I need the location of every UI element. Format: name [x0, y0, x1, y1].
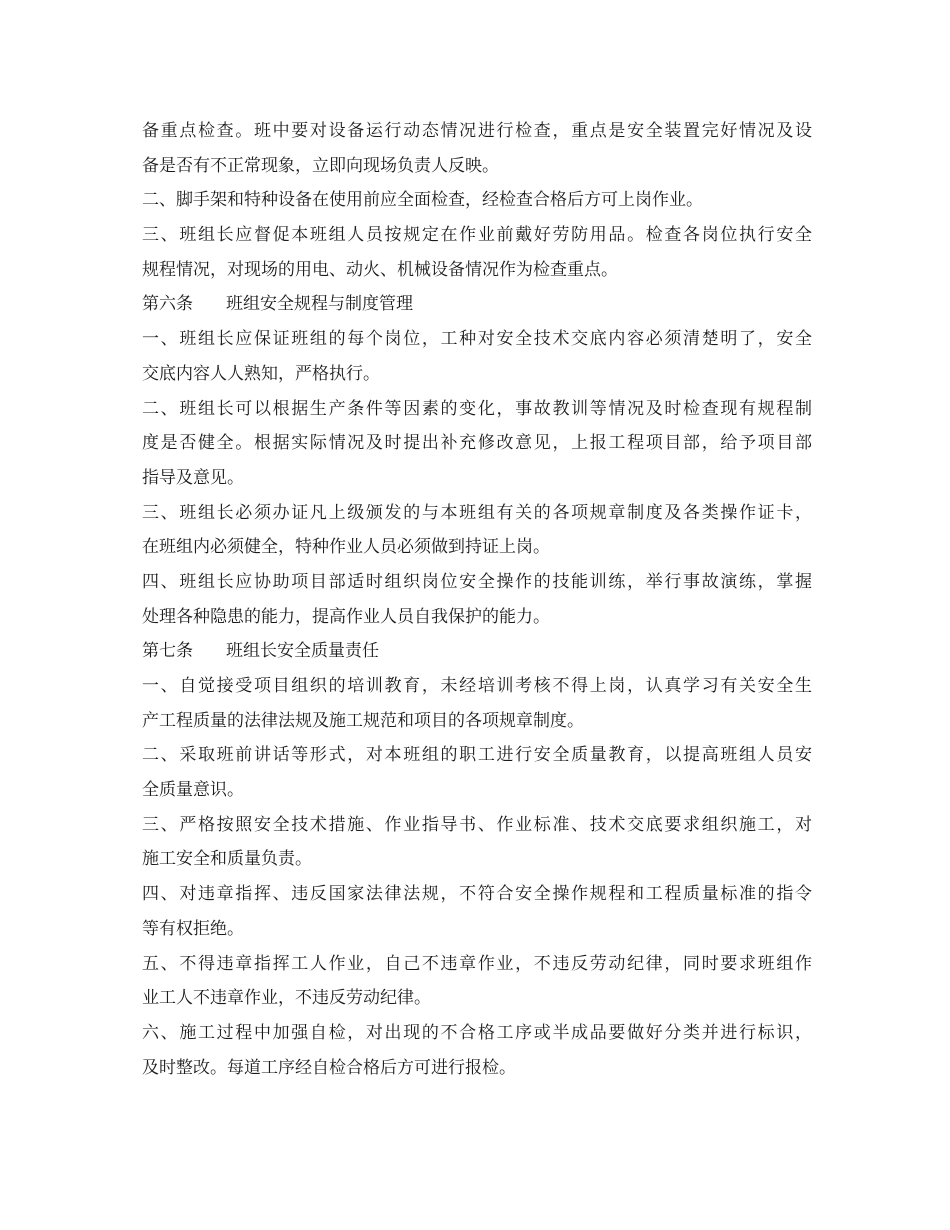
paragraph — [142, 947, 812, 1016]
section-number: 第七条 — [142, 641, 193, 662]
text-line: 全质量意识。 — [142, 780, 244, 801]
text-line: 备重点检查。班中要对设备运行动态情况进行检查，重点是安全装置完好情况及设 — [142, 121, 812, 141]
section-title: 班组长安全质量责任 — [226, 641, 379, 662]
section-heading — [142, 634, 812, 669]
text-line: 三、班组长应督促本班组人员按规定在作业前戴好劳防用品。检查各岗位执行安全 — [142, 225, 812, 246]
text-line: 二、采取班前讲话等形式，对本班组的职工进行安全质量教育，以提高班组人员安 — [142, 745, 812, 766]
text-line: 二、班组长可以根据生产条件等因素的变化，事故教训等情况及时检查现有规程制 — [142, 398, 812, 419]
text-line: 业工人不违章作业，不违反劳动纪律。 — [142, 988, 431, 1009]
paragraph — [142, 392, 812, 496]
text-line: 施工安全和质量负责。 — [142, 849, 312, 870]
paragraph — [142, 114, 812, 183]
text-line: 四、班组长应协助项目部适时组织岗位安全操作的技能训练，举行事故演练，掌握 — [142, 571, 812, 592]
section-heading — [142, 287, 812, 322]
text-line: 备是否有不正常现象，立即向现场负责人反映。 — [142, 155, 499, 176]
paragraph — [142, 1016, 812, 1085]
paragraph — [142, 808, 812, 877]
paragraph — [142, 218, 812, 287]
text-line: 一、自觉接受项目组织的培训教育，未经培训考核不得上岗，认真学习有关安全生 — [142, 676, 812, 696]
text-line: 交底内容人人熟知，严格执行。 — [142, 363, 380, 384]
paragraph — [142, 877, 812, 946]
text-line: 三、班组长必须办证凡上级颁发的与本班组有关的各项规章制度及各类操作证卡， — [142, 502, 812, 523]
text-line: 二、脚手架和特种设备在使用前应全面检查，经检查合格后方可上岗作业。 — [142, 190, 703, 211]
paragraph — [142, 496, 812, 565]
section-title: 班组安全规程与制度管理 — [226, 294, 413, 315]
text-line: 四、对违章指挥、违反国家法律法规，不符合安全操作规程和工程质量标准的指令 — [142, 884, 812, 905]
text-line: 一、班组长应保证班组的每个岗位，工种对安全技术交底内容必须清楚明了，安全 — [142, 329, 812, 350]
text-line: 三、严格按照安全技术措施、作业指导书、作业标准、技术交底要求组织施工，对 — [142, 814, 812, 835]
text-line: 五、不得违章指挥工人作业，自己不违章作业，不违反劳动纪律，同时要求班组作 — [142, 953, 812, 974]
paragraph — [142, 565, 812, 634]
paragraph — [142, 738, 812, 807]
text-line: 指导及意见。 — [142, 467, 244, 488]
text-line: 及时整改。每道工序经自检合格后方可进行报检。 — [142, 1057, 516, 1078]
text-line: 度是否健全。根据实际情况及时提出补充修改意见，上报工程项目部，给予项目部 — [142, 433, 812, 454]
text-line: 产工程质量的法律法规及施工规范和项目的各项规章制度。 — [142, 710, 584, 731]
document-body — [142, 114, 812, 1085]
text-line: 在班组内必须健全，特种作业人员必须做到持证上岗。 — [142, 537, 550, 558]
paragraph — [142, 669, 812, 738]
text-line: 规程情况，对现场的用电、动火、机械设备情况作为检查重点。 — [142, 259, 618, 280]
text-line: 六、施工过程中加强自检，对出现的不合格工序或半成品要做好分类并进行标识， — [142, 1022, 812, 1043]
text-line: 等有权拒绝。 — [142, 918, 244, 939]
section-number: 第六条 — [142, 294, 193, 315]
paragraph — [142, 322, 812, 391]
text-line: 处理各种隐患的能力，提高作业人员自我保护的能力。 — [142, 606, 550, 627]
paragraph — [142, 183, 812, 218]
